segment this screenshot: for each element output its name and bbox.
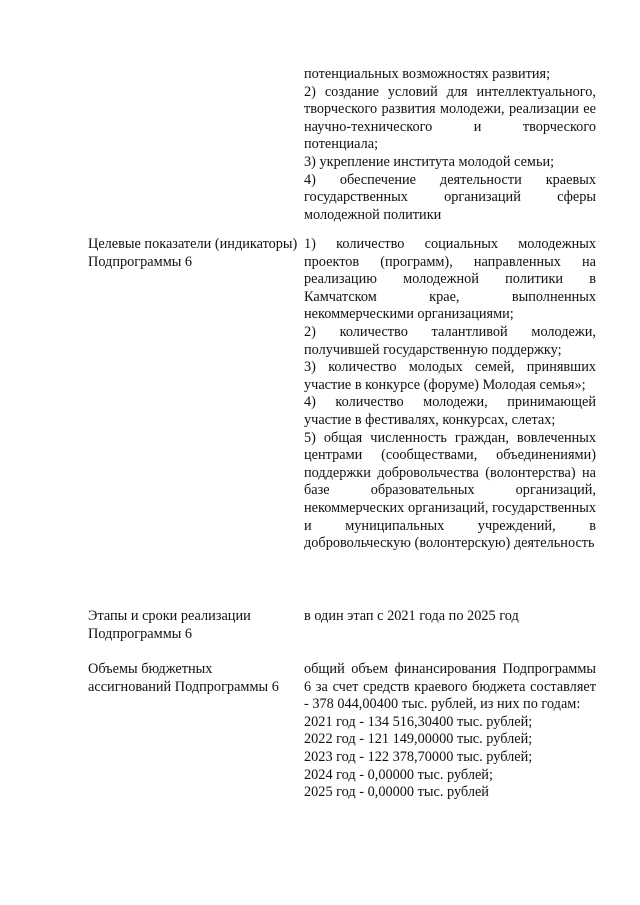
list-item: 3) количество молодых семей, принявших участие в конкурсе (форуме) Молодая семья»;	[304, 359, 596, 393]
list-item: в один этап с 2021 года по 2025 год	[304, 608, 519, 624]
list-item: 2) создание условий для интеллектуального, творческого развития молодежи, реализации ее научно-технического и творческого потенциала;	[304, 83, 596, 153]
row-label: Этапы и сроки реализации Подпрограммы 6	[88, 608, 251, 642]
row-label: Целевые показатели (индикаторы) Подпрограммы 6	[88, 236, 298, 270]
row-label: Объемы бюджетных ассигнований Подпрограммы 6	[88, 661, 279, 695]
row-content	[304, 661, 596, 802]
row-content	[304, 66, 596, 224]
list-item: 2021 год - 134 516,30400 тыс. рублей;	[304, 713, 533, 730]
list-item: 2022 год - 121 149,00000 тыс. рублей;	[304, 731, 533, 748]
list-item: 2023 год - 122 378,70000 тыс. рублей;	[304, 748, 533, 765]
list-item: 1) количество социальных молодежных проектов (программ), направленных на реализацию молодежной политики в Камчатском крае, выполненных некоммерческими организациями;	[304, 236, 596, 323]
row-content	[304, 608, 596, 626]
list-item: 4) количество молодежи, принимающей участие в фестивалях, конкурсах, слетах;	[304, 394, 596, 428]
list-item: общий объем финансирования Подпрограммы 6 за счет средств краевого бюджета составляет - 378 044,00400 тыс. рублей, из них по годам:	[304, 661, 596, 713]
list-item: 4) обеспечение деятельности краевых государственных организаций сферы молодежной политики	[304, 171, 596, 223]
list-item: 5) общая численность граждан, вовлеченных центрами (сообществами, объединениями) поддержки добровольчества (волонтерства) на базе образовательных организаций, некоммерческих организаций, государственных и муниципальных учреждений, в добровольческую (волонтерскую) деятельность	[304, 429, 596, 552]
row-content	[304, 236, 596, 553]
list-item: 2024 год - 0,00000 тыс. рублей;	[304, 766, 493, 783]
list-item: 3) укрепление института молодой семьи;	[304, 153, 555, 170]
list-item: 2) количество талантливой молодежи, получившей государственную поддержку;	[304, 323, 596, 358]
list-item: 2025 год - 0,00000 тыс. рублей	[304, 784, 489, 801]
list-item: потенциальных возможностях развития;	[304, 66, 551, 82]
